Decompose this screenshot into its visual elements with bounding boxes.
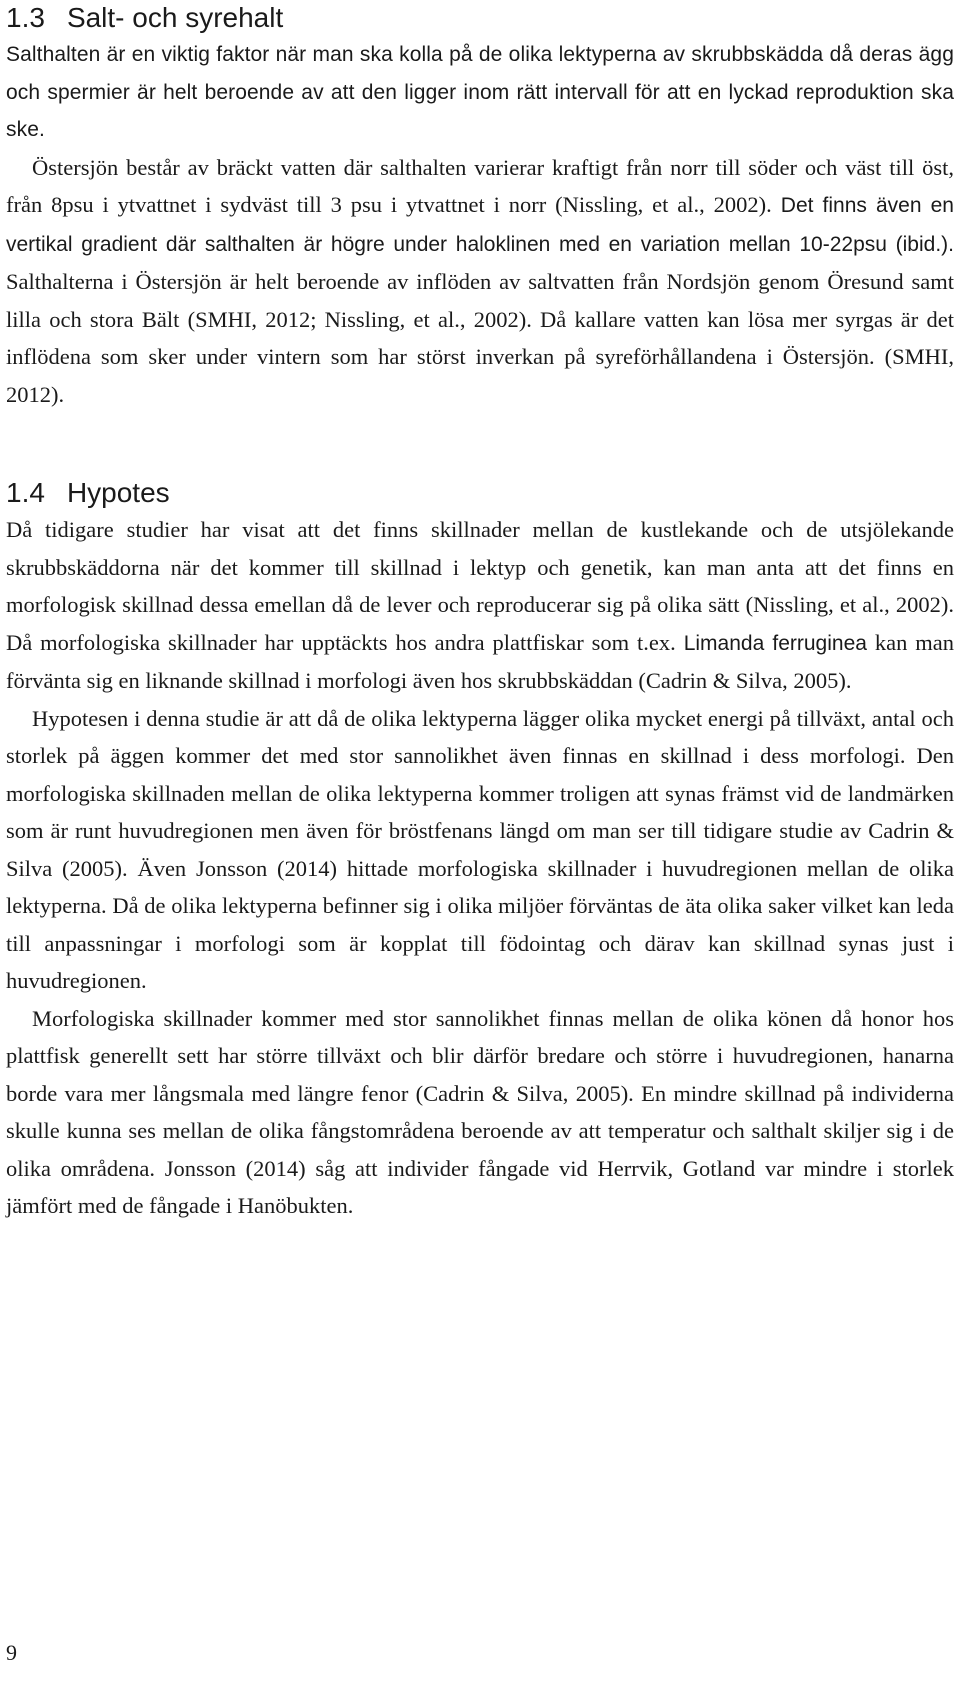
hypothesis-text-b: kan man förvänta sig en liknande skillnad i morfologi även hos skrubbskäddan (Cadrin & Silva, 2005).: [6, 629, 954, 693]
section-number: 1.4: [6, 477, 45, 508]
paragraph-hypothesis-sex: Morfologiska skillnader kommer med stor sannolikhet finnas mellan de olika könen då honor hos plattfisk generellt sett har större tillväxt och blir därför bredare och större i huvudregionen, hanarna borde vara mer långsmala med längre fenor (Cadrin & Silva, 2005). En mindre skillnad på individerna skulle kunna ses mellan de olika fångstområdena beroende av att temperatur och salthalt skiljer sig i de olika områdena. Jonsson (2014) såg att individer fångade vid Herrvik, Gotland var mindre i storlek jämfört med de fångade i Hanöbukten.: [6, 1005, 954, 1218]
paragraph-salinity-intro: Salthalten är en viktig faktor när man ska kolla på de olika lektyperna av skrubbskädda då deras ägg och spermier är helt beroende av att den ligger inom rätt intervall för att en lyckad reproduktion ska ske.: [6, 43, 954, 141]
section-title: Hypotes: [66, 477, 170, 508]
baltic-text-b: Det finns även en vertikal gradient där salthalten är högre under haloklinen med en variation mellan 10-22psu (ibid.).: [6, 194, 954, 256]
page-number: 9: [6, 1640, 17, 1665]
section-title: Salt- och syrehalt: [66, 2, 284, 33]
baltic-text-c: Salthalterna i Östersjön är helt beroende av inflöden av saltvatten från Nordsjön genom Öresund samt lilla och stora Bält (SMHI, 2012; Nissling, et al., 2002). Då kallare vatten kan lösa mer syrgas är det inflödena som sker under vintern som har störst inverkan på syreförhållandena i Östersjön. (SMHI, 2012).: [6, 269, 954, 407]
paragraph-hypothesis-background: [6, 511, 954, 700]
section-heading-salt: [6, 0, 954, 36]
paragraph-hypothesis-main: Hypotesen i denna studie är att då de olika lektyperna lägger olika mycket energi på tillväxt, antal och storlek på äggen kommer det med stor sannolikhet även finnas en skillnad i dess morfologi. Den morfologiska skillnaden mellan de olika lektyperna kommer troligen att synas främst vid de landmärken som är runt huvudregionen men även för bröstfenans längd om man ser till tidigare studie av Cadrin & Silva (2005). Även Jonsson (2014) hittade morfologiska skillnader i huvudregionen mellan de olika lektyperna. Då de olika lektyperna befinner sig i olika miljöer förväntas de äta olika saker vilket kan leda till anpassningar i morfologi som är kopplat till födointag och därav kan skillnad synas just i huvudregionen.: [6, 705, 954, 993]
species-name: Limanda ferruginea: [683, 631, 867, 655]
baltic-text-a: Östersjön består av bräckt vatten där salthalten varierar kraftigt från norr till söder och väst till öst, från 8psu i ytvattnet i sydväst till 3 psu i ytvattnet i norr (Nissling, et al., 2002).: [6, 154, 954, 217]
document-page: [6, 0, 954, 1225]
paragraph-baltic-salinity: [6, 149, 954, 414]
section-number: 1.3: [6, 2, 45, 33]
hypothesis-text-a: Då tidigare studier har visat att det finns skillnader mellan de kustlekande och de utsjölekande skrubbskäddorna när det kommer till skillnad i lektyp och genetik, kan man anta att det finns en morfologisk skillnad dessa emellan då de lever och reproducerar sig på olika sätt (Nissling, et al., 2002). Då morfologiska skillnader har upptäckts hos andra plattfiskar som t.ex.: [6, 517, 954, 655]
section-heading-hypotes: [6, 475, 954, 511]
